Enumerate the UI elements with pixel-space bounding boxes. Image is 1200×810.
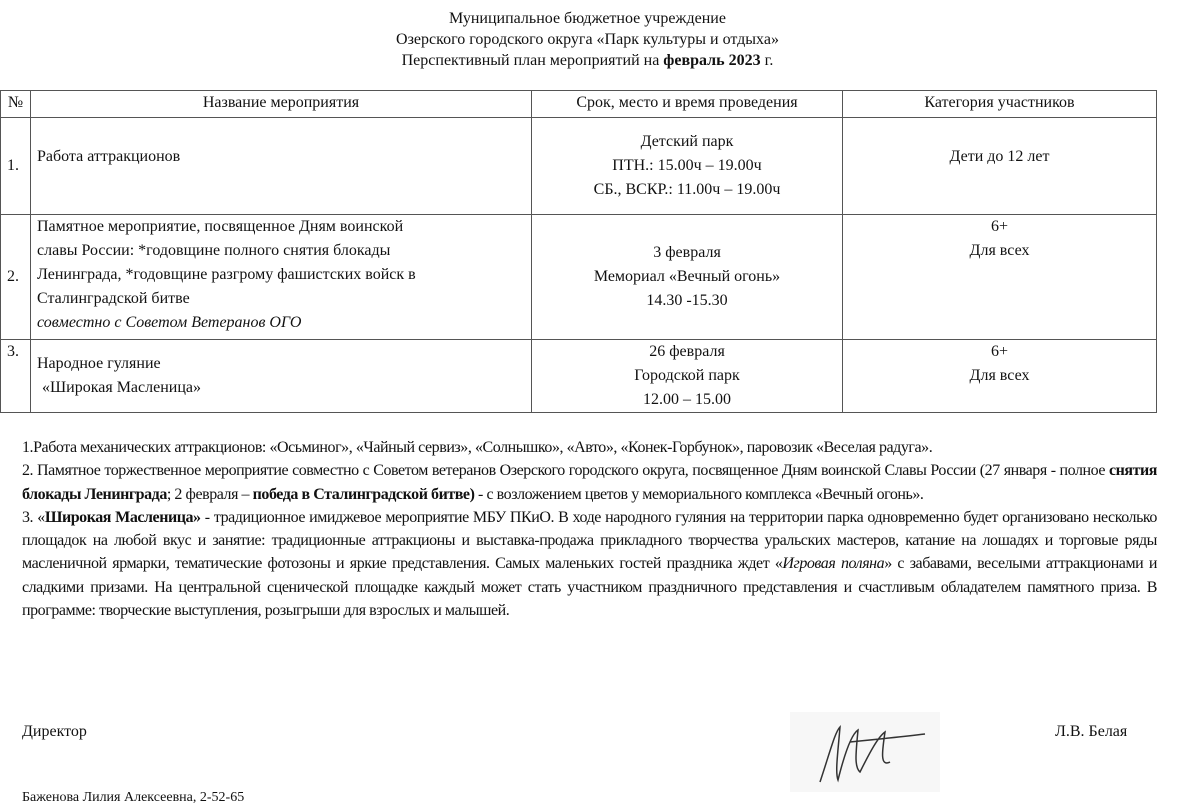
handwritten-signature (790, 712, 940, 792)
event-time: 12.00 – 15.00 (643, 391, 731, 408)
event-name-line: Ленинграда, *годовщине разгрому фашистских войск в (37, 266, 416, 283)
row-number: 3. (1, 340, 31, 413)
event-name (31, 118, 532, 215)
col-category: Категория участников (843, 91, 1157, 118)
category-line: Для всех (969, 367, 1030, 384)
note-italic: Игровая поляна (782, 555, 885, 573)
table-row (1, 215, 1157, 340)
contact-info: Баженова Лилия Алексеевна, 2-52-65 (22, 790, 245, 805)
event-category (843, 340, 1157, 413)
category-line: Для всех (969, 242, 1030, 259)
signature-name: Л.В. Белая (1055, 723, 1128, 740)
age-rating: 6+ (990, 218, 1009, 235)
event-time: 14.30 -15.30 (646, 292, 728, 309)
signature-role: Директор (22, 723, 87, 740)
event-category (843, 118, 1157, 215)
event-place: Городской парк (634, 367, 740, 384)
row-number: 1. (1, 118, 31, 215)
plan-title (0, 50, 1175, 71)
note-text: - с возложением цветов у мемориального комплекса «Вечный огонь». (474, 485, 924, 503)
event-name-line: Работа аттракционов (37, 148, 181, 165)
table-row (1, 340, 1157, 413)
note-3 (22, 506, 1157, 622)
row-number: 2. (1, 215, 31, 340)
col-when: Срок, место и время проведения (532, 91, 843, 118)
event-place: Мемориал «Вечный огонь» (593, 268, 781, 285)
event-name (31, 215, 532, 340)
plan-title-suffix: г. (760, 52, 774, 69)
note-text: » с забавами, веселыми аттракционами и сладкими призами. На центральной сценической площадке каждый может стать участником праздничного представления и счастливым обладателем памятного приза. В программе: творческие выступления, розыгрыши для взрослых и малышей. (22, 555, 1157, 620)
event-date: 26 февраля (649, 343, 725, 360)
event-place: Детский парк (640, 133, 734, 150)
event-time: ПТН.: 15.00ч – 19.00ч (612, 157, 762, 174)
event-time: СБ., ВСКР.: 11.00ч – 19.00ч (593, 181, 781, 198)
event-category (843, 215, 1157, 340)
events-table (0, 90, 1157, 413)
note-2 (22, 459, 1157, 506)
note-bold: победа в Сталинградской битве) (252, 485, 475, 503)
event-name-line: Народное гуляние (37, 355, 161, 372)
document-header (0, 8, 1175, 71)
note-1: 1.Работа механических аттракционов: «Осьминог», «Чайный сервиз», «Солнышко», «Авто», «Конек-Горбунок», паровозик «Веселая радуга». (22, 439, 933, 456)
note-text: - традиционное имиджевое мероприятие МБУ ПКиО. В ходе народного гуляния на территории парка одновременно будет организовано несколько площадок на любой вкус и занятие: традиционные аттракционы и выставка-продажа прикладного творчества уральских мастеров, катание на лошадях и торговые ряды масленичной ярмарки, тематические фотозоны и яркие представления. Самых маленьких гостей праздника ждет « (22, 508, 1157, 573)
plan-title-prefix: Перспективный план мероприятий на (401, 52, 664, 69)
note-bold: Широкая Масленица» (44, 508, 201, 526)
event-name-line: «Широкая Масленица» (42, 379, 201, 396)
event-date: 3 февраля (653, 244, 721, 261)
plan-month: февраль 2023 (663, 52, 761, 69)
note-bold: снятия блокады Ленинграда (22, 462, 1157, 503)
note-text: 2. Памятное торжественное мероприятие совместно с Советом ветеранов Озерского городского округа, посвященное Дням воинской Славы России (27 января - полное (22, 462, 1109, 480)
org-type: Муниципальное бюджетное учреждение (449, 10, 726, 27)
event-when (532, 215, 843, 340)
category-line: Дети до 12 лет (949, 148, 1050, 165)
event-name (31, 340, 532, 413)
event-notes (22, 436, 1157, 622)
col-name: Название мероприятия (31, 91, 532, 118)
col-number: № (1, 91, 31, 118)
table-header-row (1, 91, 1157, 118)
event-partner: совместно с Советом Ветеранов ОГО (37, 314, 302, 331)
note-text: 3. « (22, 508, 45, 526)
event-when (532, 118, 843, 215)
note-text: ; 2 февраля – (166, 485, 253, 503)
event-when (532, 340, 843, 413)
event-name-line: Памятное мероприятие, посвященное Дням воинской (37, 218, 404, 235)
org-name: Озерского городского округа «Парк культуры и отдыха» (396, 31, 779, 48)
table-row (1, 118, 1157, 215)
event-name-line: Сталинградской битве (37, 290, 190, 307)
age-rating: 6+ (990, 343, 1009, 360)
event-name-line: славы России: *годовщине полного снятия блокады (37, 242, 391, 259)
